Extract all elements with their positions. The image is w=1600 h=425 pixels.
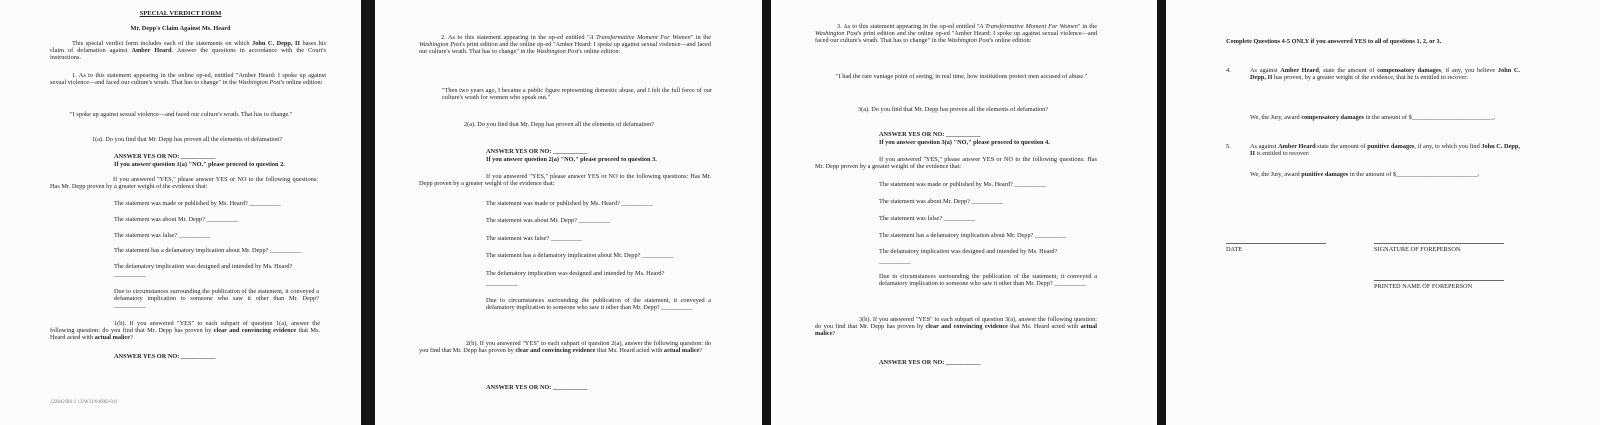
printed-name-label: PRINTED NAME OF FOREPERSON [1374,283,1473,290]
question-1b: 1(b). If you answered "YES" to each subpart of question 1(a), answer the following question: do you find that Mr. Depp has proven by clear and convincing evidence that Ms. Heard acted with actual malice? [50,320,320,342]
question-4-number: 4. [1226,67,1231,74]
question-3a: 3(a). Do you find that Mr. Depp has proven all the elements of defamation? [858,106,1049,113]
statement-quote: "I had the rare vantage point of seeing, in real time, how institutions protect men accused of abuse." [836,73,1088,80]
verdict-form-page-4 [1166,0,1600,425]
question-5: As against Amber Heard state the amount of punitive damages, if any, to which you find John C. Depp, II is entitled to recover: [1250,143,1520,158]
answer-2b-field[interactable]: ANSWER YES OR NO: ___________ [486,384,588,391]
verdict-form-page-3 [771,0,1157,425]
answer-3a-field[interactable]: ANSWER YES OR NO: ___________ [879,131,981,138]
statement-quote: "I spoke up against sexual violence—and faced our culture's wrath. That has to change." [70,111,293,118]
form-title: SPECIAL VERDICT FORM [139,10,222,17]
question-1: 1. As to this statement appearing in the online op-ed, entitled "Amber Heard: I spoke up against sexual violence—and faced our culture's wrath. That has to change" in the Washington Post's online edition: [50,72,326,87]
date-label: DATE [1226,246,1243,253]
element-designed-intended: The defamatory implication was designed and intended by Ms. Heard? [486,270,665,277]
proceed-instruction: If you answer question 1(a) "NO," please proceed to question 2. [114,161,285,168]
if-yes-instruction: If you answered "YES," please answer YES or NO to the following questions: Has Mr. Depp proven by a greater weight of the evidence that: [815,156,1097,171]
element-defamatory-implication[interactable]: The statement has a defamatory implication about Mr. Depp? __________ [879,232,1067,239]
element-defamatory-implication[interactable]: The statement has a defamatory implication about Mr. Depp? __________ [114,247,302,254]
element-published[interactable]: The statement was made or published by Ms. Heard? __________ [879,181,1046,188]
element-about-depp[interactable]: The statement was about Mr. Depp? __________ [486,217,610,224]
element-circumstances[interactable]: Due to circumstances surrounding the publication of the statement, it conveyed a defamatory implication to someone who saw it other than Mr. Depp? __________ [114,288,319,310]
element-circumstances[interactable]: Due to circumstances surrounding the publication of the statement, it conveyed a defamatory implication to someone who saw it other than Mr. Depp? __________ [879,273,1097,288]
intro-paragraph: This special verdict form includes each of the statements on which John C. Depp, II bases his claim of defamation against Amber Heard. Answer the questions in accordance with the Court's instructions. [50,40,327,62]
answer-1b-field[interactable]: ANSWER YES OR NO: ___________ [114,353,216,360]
question-3b: 3(b). If you answered "YES" to each subpart of question 3(a), answer the following question: do you find that Mr. Depp has proven by clear and convincing evidence that Ms. Heard acted with actual malice? [815,316,1098,338]
statement-quote: "Then two years ago, I became a public figure representing domestic abuse, and I felt the full force of our culture's wrath for women who speak out." [442,87,712,102]
question-5-number: 5. [1226,143,1231,150]
element-published[interactable]: The statement was made or published by Ms. Heard? __________ [486,200,653,207]
date-line[interactable] [1226,243,1326,244]
element-designed-intended: The defamatory implication was designed and intended by Ms. Heard? [114,263,293,270]
question-3: 3. As to this statement appearing in the op-ed entitled "A Transformative Moment For Women" in the Washington Post's print edition and the online op-ed "Amber Heard: I spoke up against sexual violence—and faced our culture's wrath. That has to change" in the Washington Post's online edition: [815,23,1098,45]
printed-name-line[interactable] [1374,280,1504,281]
verdict-form-page-2 [375,0,762,425]
element-false[interactable]: The statement was false? __________ [114,232,211,239]
damages-instructions: Complete Questions 4-5 ONLY if you answered YES to all of questions 1, 2, or 3. [1226,38,1442,45]
question-1a: 1(a). Do you find that Mr. Depp has proven all the elements of defamation? [92,136,283,143]
element-false[interactable]: The statement was false? __________ [879,215,976,222]
question-2a: 2(a). Do you find that Mr. Depp has proven all the elements of defamation? [464,121,655,128]
proceed-instruction: If you answer question 2(a) "NO," please proceed to question 3. [486,156,657,163]
verdict-form-page-1 [0,0,361,425]
question-2: 2. As to this statement appearing in the op-ed entitled "A Transformative Moment For Women" in the Washington Post's print edition and the online op-ed "Amber Heard: I spoke up against sexual violence—and faced our culture's wrath. That has to change" in the Washington Post's online edition: [419,34,711,56]
if-yes-instruction: If you answered "YES," please answer YES or NO to the following questions: Has Mr. Depp proven by a greater weight of the evidence that: [50,176,318,191]
element-designed-intended-blank[interactable]: __________ [486,280,518,287]
answer-1a-field[interactable]: ANSWER YES OR NO: ___________ [114,153,216,160]
document-footer-id: {22842/R6-1 13/W31/0400D-01} [50,400,118,405]
proceed-instruction: If you answer question 3(a) "NO," please proceed to question 4. [879,139,1050,146]
element-published[interactable]: The statement was made or published by Ms. Heard? __________ [114,200,281,207]
question-2b: 2(b). If you answered "YES" to each subpart of question 2(a), answer the following question: do you find that Mr. Depp has proven by clear and convincing evidence that Ms. Heard acted with actual malice? [419,340,711,355]
element-circumstances[interactable]: Due to circumstances surrounding the publication of the statement, it conveyed a defamatory implication to someone who saw it other than Mr. Depp? __________ [486,297,711,312]
element-about-depp[interactable]: The statement was about Mr. Depp? __________ [879,198,1003,205]
if-yes-instruction: If you answered "YES," please answer YES or NO to the following questions: Has Mr. Depp proven by a greater weight of the evidence that: [419,173,711,188]
form-subtitle: Mr. Depp's Claim Against Ms. Heard [130,25,231,32]
question-4: As against Amber Heard, state the amount of compensatory damages, if any, you believe John C. Depp, II has proven, by a greater weight of the evidence, that he is entitled to recover: [1250,67,1521,82]
signature-label: SIGNATURE OF FOREPERSON [1374,246,1461,253]
answer-3b-field[interactable]: ANSWER YES OR NO: ___________ [879,359,981,366]
punitive-award-field[interactable]: We, the Jury, award punitive damages in the amount of $__________________________. [1250,171,1480,178]
element-defamatory-implication[interactable]: The statement has a defamatory implication about Mr. Depp? __________ [486,252,674,259]
signature-line[interactable] [1374,243,1504,244]
element-false[interactable]: The statement was false? __________ [486,235,583,242]
element-about-depp[interactable]: The statement was about Mr. Depp? __________ [114,216,238,223]
answer-2a-field[interactable]: ANSWER YES OR NO: ___________ [486,148,588,155]
element-designed-intended: The defamatory implication was designed and intended by Ms. Heard? [879,248,1058,255]
element-designed-intended-blank[interactable]: __________ [879,258,911,265]
element-designed-intended-blank[interactable]: __________ [114,271,146,278]
compensatory-award-field[interactable]: We, the Jury, award compensatory damages in the amount of $__________________________. [1250,114,1496,121]
